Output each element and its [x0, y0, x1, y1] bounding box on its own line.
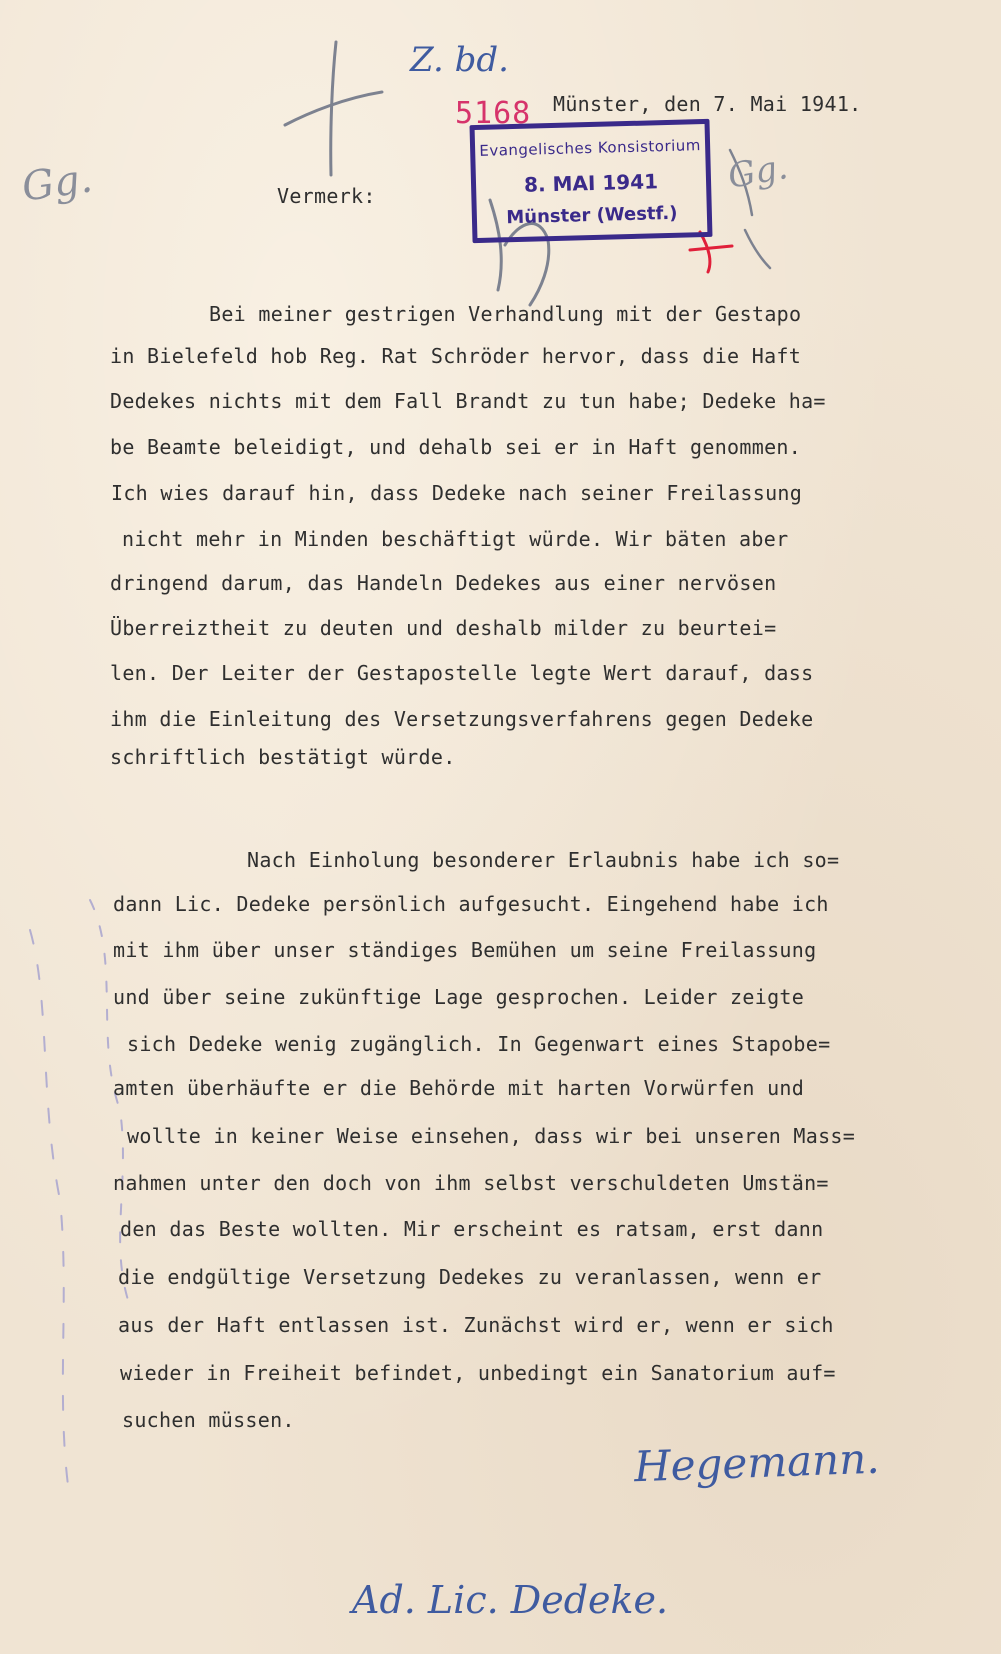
text-line: be Beamte beleidigt, und dehalb sei er in Haft genommen.	[110, 435, 802, 459]
stamp-org: Evangelisches Konsistorium	[479, 136, 702, 160]
text-line: Bei meiner gestrigen Verhandlung mit der Gestapo	[209, 302, 802, 326]
text-line: wollte in keiner Weise einsehen, dass wir bei unseren Mass=	[127, 1124, 856, 1148]
received-stamp	[469, 119, 712, 243]
handwritten-left-initial: Gg.	[19, 155, 96, 211]
text-line: dann Lic. Dedeke persönlich aufgesucht. Eingehend habe ich	[113, 892, 829, 916]
text-line: suchen müssen.	[122, 1408, 295, 1432]
place-date: Münster, den 7. Mai 1941.	[553, 92, 862, 116]
text-line: und über seine zukünftige Lage gesprochen. Leider zeigte	[113, 985, 805, 1009]
text-line: den das Beste wollten. Mir erscheint es ratsam, erst dann	[120, 1217, 824, 1241]
handwritten-top-initial: Z. bd.	[410, 40, 509, 80]
text-line: amten überhäufte er die Behörde mit harten Vorwürfen und	[113, 1076, 805, 1100]
text-line: wieder in Freiheit befindet, unbedingt ein Sanatorium auf=	[120, 1361, 836, 1385]
text-line: Nach Einholung besonderer Erlaubnis habe ich so=	[247, 848, 840, 872]
stamp-date: 8. MAI 1941	[523, 169, 659, 197]
signature: Hegemann.	[633, 1433, 881, 1492]
text-line: dringend darum, das Handeln Dedekes aus einer nervösen	[110, 571, 777, 595]
stamp-number: 5168	[455, 96, 532, 131]
stamp-place: Münster (Westf.)	[506, 202, 678, 229]
text-line: die endgültige Versetzung Dedekes zu veranlassen, wenn er	[118, 1265, 822, 1289]
text-line: nicht mehr in Minden beschäftigt würde. Wir bäten aber	[122, 527, 789, 551]
text-line: mit ihm über unser ständiges Bemühen um seine Freilassung	[113, 938, 817, 962]
text-line: Ich wies darauf hin, dass Dedeke nach seiner Freilassung	[111, 481, 803, 505]
text-line: nahmen unter den doch von ihm selbst verschuldeten Umstän=	[113, 1171, 829, 1195]
vermerk-label: Vermerk:	[277, 184, 376, 208]
handwritten-right-initial: Gg.	[724, 147, 791, 197]
text-line: sich Dedeke wenig zugänglich. In Gegenwart eines Stapobe=	[127, 1032, 831, 1056]
text-line: aus der Haft entlassen ist. Zunächst wird er, wenn er sich	[118, 1313, 834, 1337]
text-line: ihm die Einleitung des Versetzungsverfahrens gegen Dedeke	[110, 707, 814, 731]
text-line: Überreiztheit zu deuten und deshalb milder zu beurtei=	[110, 616, 777, 640]
text-line: schriftlich bestätigt würde.	[110, 745, 456, 769]
text-line: Dedekes nichts mit dem Fall Brandt zu tun habe; Dedeke ha=	[110, 389, 826, 413]
text-line: in Bielefeld hob Reg. Rat Schröder hervor, dass die Haft	[110, 344, 802, 368]
handwritten-bottom-note: Ad. Lic. Dedeke.	[352, 1578, 669, 1622]
text-line: len. Der Leiter der Gestapostelle legte Wert darauf, dass	[110, 661, 814, 685]
